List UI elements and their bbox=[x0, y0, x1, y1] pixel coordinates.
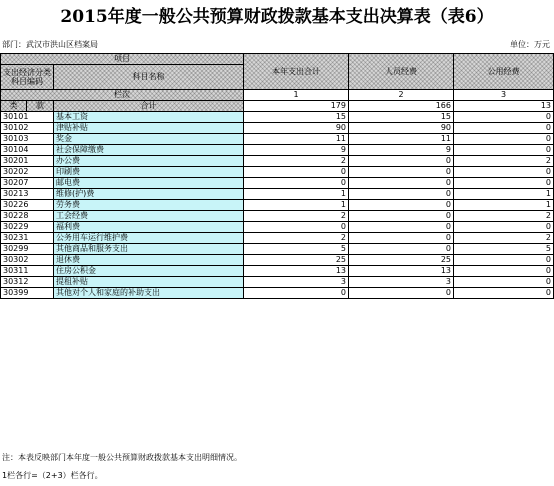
row-public: 0 bbox=[454, 277, 554, 288]
header-personnel: 人员经费 bbox=[349, 54, 454, 90]
row-name: 工会经费 bbox=[54, 211, 244, 222]
row-code: 30228 bbox=[1, 211, 54, 222]
unit-label: 单位：万元 bbox=[510, 40, 550, 49]
row-total: 2 bbox=[244, 156, 349, 167]
row-name: 其他对个人和家庭的补助支出 bbox=[54, 288, 244, 299]
row-code: 30103 bbox=[1, 134, 54, 145]
row-name: 住房公积金 bbox=[54, 266, 244, 277]
table-row bbox=[1, 288, 554, 299]
row-personnel: 0 bbox=[349, 200, 454, 211]
table-row bbox=[1, 123, 554, 134]
row-public: 0 bbox=[454, 167, 554, 178]
col-no-3: 3 bbox=[454, 90, 554, 101]
row-code: 30311 bbox=[1, 266, 54, 277]
header-row-1 bbox=[1, 54, 554, 65]
row-public: 0 bbox=[454, 134, 554, 145]
table-row bbox=[1, 145, 554, 156]
heji-row bbox=[1, 101, 554, 112]
row-total: 2 bbox=[244, 233, 349, 244]
row-name: 提租补贴 bbox=[54, 277, 244, 288]
header-code: 支出经济分类科目编码 bbox=[1, 65, 54, 90]
table-row bbox=[1, 134, 554, 145]
row-total: 2 bbox=[244, 211, 349, 222]
row-public: 2 bbox=[454, 211, 554, 222]
total-sum: 179 bbox=[244, 101, 349, 112]
row-public: 5 bbox=[454, 244, 554, 255]
row-public: 0 bbox=[454, 123, 554, 134]
col-no-1: 1 bbox=[244, 90, 349, 101]
row-public: 2 bbox=[454, 156, 554, 167]
row-name: 社会保障缴费 bbox=[54, 145, 244, 156]
row-total: 5 bbox=[244, 244, 349, 255]
row-code: 30399 bbox=[1, 288, 54, 299]
row-code: 30299 bbox=[1, 244, 54, 255]
heji-label: 合计 bbox=[54, 101, 244, 112]
table-row bbox=[1, 156, 554, 167]
table-row bbox=[1, 189, 554, 200]
row-personnel: 15 bbox=[349, 112, 454, 123]
row-code: 30207 bbox=[1, 178, 54, 189]
row-personnel: 11 bbox=[349, 134, 454, 145]
row-personnel: 0 bbox=[349, 167, 454, 178]
row-personnel: 90 bbox=[349, 123, 454, 134]
header-item: 项目 bbox=[1, 54, 244, 65]
personnel-sum: 166 bbox=[349, 101, 454, 112]
page-title: 2015年度一般公共预算财政拨款基本支出决算表（表6） bbox=[60, 7, 494, 27]
row-name: 印刷费 bbox=[54, 167, 244, 178]
footnote-1: 注：本表反映部门本年度一般公共预算财政拨款基本支出明细情况。 bbox=[2, 453, 242, 462]
header-name: 科目名称 bbox=[54, 65, 244, 90]
row-public: 1 bbox=[454, 200, 554, 211]
row-name: 办公费 bbox=[54, 156, 244, 167]
row-total: 15 bbox=[244, 112, 349, 123]
row-personnel: 13 bbox=[349, 266, 454, 277]
header-total: 本年支出合计 bbox=[244, 54, 349, 90]
row-code: 30102 bbox=[1, 123, 54, 134]
row-public: 0 bbox=[454, 288, 554, 299]
row-name: 劳务费 bbox=[54, 200, 244, 211]
row-total: 0 bbox=[244, 222, 349, 233]
row-name: 维修(护)费 bbox=[54, 189, 244, 200]
table-row bbox=[1, 233, 554, 244]
row-total: 3 bbox=[244, 277, 349, 288]
row-code: 30231 bbox=[1, 233, 54, 244]
row-personnel: 0 bbox=[349, 244, 454, 255]
row-total: 90 bbox=[244, 123, 349, 134]
row-name: 公务用车运行维护费 bbox=[54, 233, 244, 244]
row-total: 1 bbox=[244, 200, 349, 211]
row-code: 30302 bbox=[1, 255, 54, 266]
table-row bbox=[1, 112, 554, 123]
row-public: 2 bbox=[454, 233, 554, 244]
row-total: 0 bbox=[244, 178, 349, 189]
row-public: 1 bbox=[454, 189, 554, 200]
row-name: 福利费 bbox=[54, 222, 244, 233]
row-total: 1 bbox=[244, 189, 349, 200]
row-code: 30312 bbox=[1, 277, 54, 288]
table-row bbox=[1, 266, 554, 277]
row-name: 奖金 bbox=[54, 134, 244, 145]
row-personnel: 3 bbox=[349, 277, 454, 288]
row-code: 30226 bbox=[1, 200, 54, 211]
row-total: 0 bbox=[244, 288, 349, 299]
row-name: 基本工资 bbox=[54, 112, 244, 123]
row-personnel: 0 bbox=[349, 178, 454, 189]
table-row bbox=[1, 255, 554, 266]
row-personnel: 0 bbox=[349, 233, 454, 244]
department-label: 部门：武汉市洪山区档案局 bbox=[2, 40, 98, 49]
row-public: 0 bbox=[454, 145, 554, 156]
row-personnel: 0 bbox=[349, 288, 454, 299]
table-row bbox=[1, 222, 554, 233]
table-row bbox=[1, 167, 554, 178]
row-personnel: 0 bbox=[349, 211, 454, 222]
row-code: 30201 bbox=[1, 156, 54, 167]
row-public: 0 bbox=[454, 255, 554, 266]
lei-label: 类 bbox=[1, 101, 27, 112]
row-name: 津贴补贴 bbox=[54, 123, 244, 134]
table-row bbox=[1, 211, 554, 222]
row-personnel: 0 bbox=[349, 156, 454, 167]
footnote-2: 1栏各行=（2+3）栏各行。 bbox=[2, 471, 103, 480]
header-public: 公用经费 bbox=[454, 54, 554, 90]
col-no-2: 2 bbox=[349, 90, 454, 101]
row-name: 邮电费 bbox=[54, 178, 244, 189]
row-personnel: 25 bbox=[349, 255, 454, 266]
table-row bbox=[1, 277, 554, 288]
row-personnel: 0 bbox=[349, 222, 454, 233]
kuan-label: 款 bbox=[27, 101, 54, 112]
row-name: 退休费 bbox=[54, 255, 244, 266]
budget-table bbox=[0, 53, 554, 299]
row-public: 0 bbox=[454, 112, 554, 123]
lanci-label: 栏次 bbox=[1, 90, 244, 101]
table-row bbox=[1, 178, 554, 189]
row-code: 30101 bbox=[1, 112, 54, 123]
row-total: 9 bbox=[244, 145, 349, 156]
row-public: 0 bbox=[454, 178, 554, 189]
row-code: 30229 bbox=[1, 222, 54, 233]
row-code: 30104 bbox=[1, 145, 54, 156]
row-personnel: 0 bbox=[349, 189, 454, 200]
row-total: 13 bbox=[244, 266, 349, 277]
table-row bbox=[1, 244, 554, 255]
lanci-row bbox=[1, 90, 554, 101]
row-total: 0 bbox=[244, 167, 349, 178]
row-public: 0 bbox=[454, 222, 554, 233]
row-total: 25 bbox=[244, 255, 349, 266]
row-personnel: 9 bbox=[349, 145, 454, 156]
row-public: 0 bbox=[454, 266, 554, 277]
table-row bbox=[1, 200, 554, 211]
row-name: 其他商品和服务支出 bbox=[54, 244, 244, 255]
row-code: 30202 bbox=[1, 167, 54, 178]
public-sum: 13 bbox=[454, 101, 554, 112]
row-code: 30213 bbox=[1, 189, 54, 200]
row-total: 11 bbox=[244, 134, 349, 145]
